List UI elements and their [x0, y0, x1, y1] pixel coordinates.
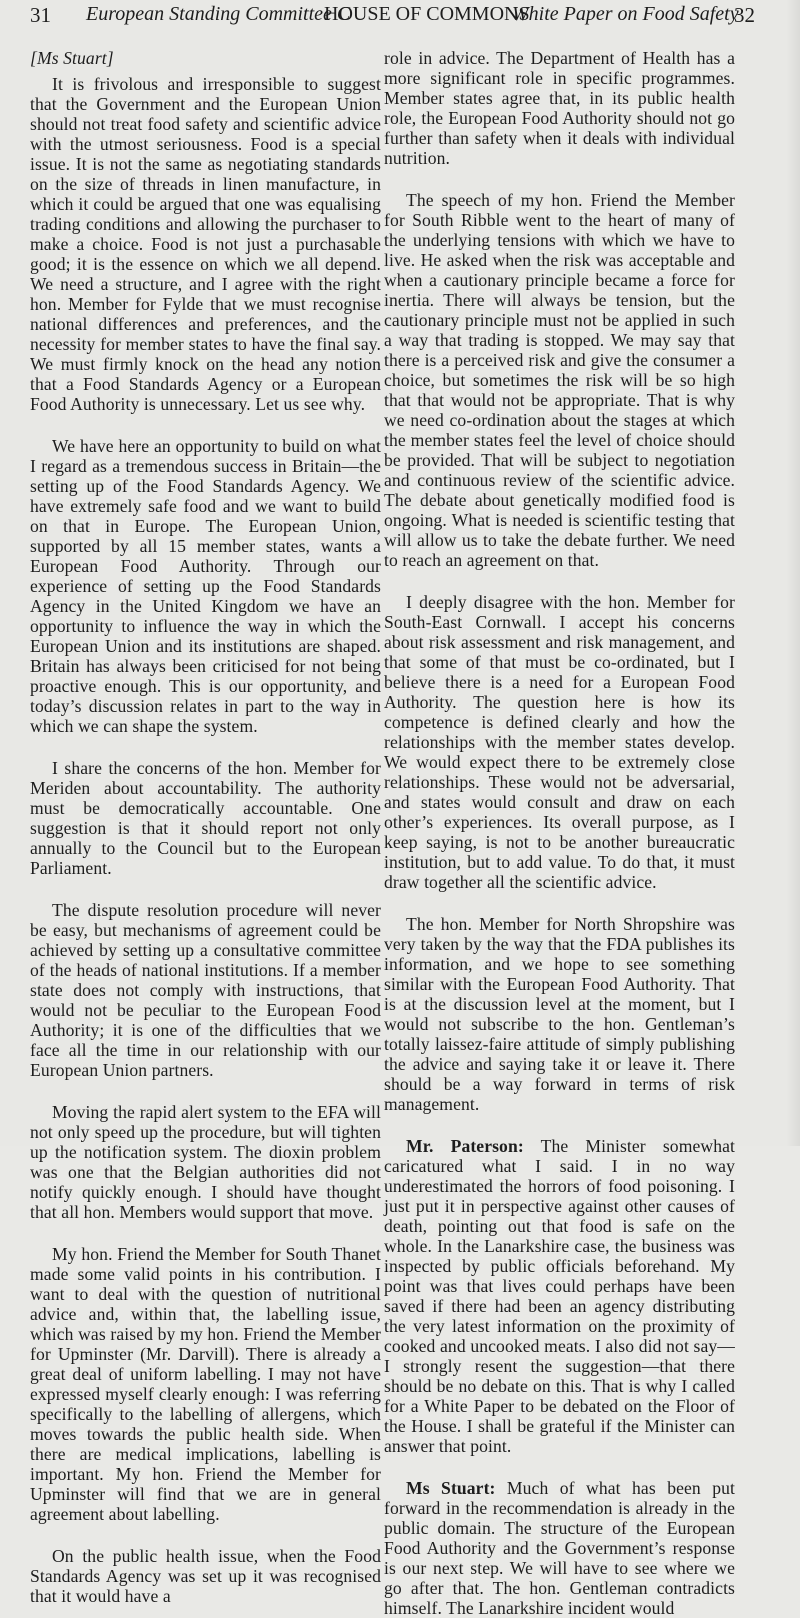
paragraph: It is frivolous and irresponsible to suggest that the Government and the European Union should not treat food safety and scientific advice with the utmost seriousness. Food is a special issue. It is not the same as negotiating standards on the size of threads in linen manufacture, in which it could be argued that one was equalising trading conditions and allowing the purchaser to make a choice. Food is not just a purchasable good; it is the essence on which we all depend. We need a structure, and I agree with the right hon. Member for Fylde that we must recognise national differences and preferences, and the necessity for member states to have the final say. We must firmly knock on the head any notion that a Food Standards Agency or a European Food Authority is unnecessary. Let us see why. — [30, 74, 381, 414]
left-page-number: 31 — [30, 3, 51, 27]
paragraph: We have here an opportunity to build on what I regard as a tremendous success in Britain—the setting up of the Food Standards Agency. We have extremely safe food and we want to build on that in Europe. The European Union, supported by all 15 member states, wants a European Food Authority. Through our experience of setting up the Food Standards Agency in the United Kingdom we have an opportunity to influence the way in which the European Union and its institutions are shaped. Britain has always been criticised for not being proactive enough. This is our opportunity, and today’s discussion relates in part to the way in which we can shape the system. — [30, 436, 381, 736]
speech-text: The Minister somewhat caricatured what I said. I in no way underestimated the horrors of food poisoning. I just put it in perspective against other causes of death, pointing out that food is safe on the whole. In the Lanarkshire case, the business was inspected by public officials beforehand. My point was that lives could perhaps have been saved if there had been an agency distributing the very latest information on the proximity of cooked and uncooked meats. I also did not say—I strongly resent the suggestion—that there should be no debate on this. That is why I called for a White Paper to be debated on the Floor of the House. I shall be grateful if the Minister can answer that point. — [384, 1136, 735, 1456]
paragraph: Moving the rapid alert system to the EFA will not only speed up the procedure, but will tighten up the notification system. The dioxin problem was one that the Belgian authorities did not notify quickly enough. I should have thought that all hon. Members would support that move. — [30, 1102, 381, 1222]
center-running-title: HOUSE OF COMMONS — [324, 3, 530, 25]
speech-text: Much of what has been put forward in the recommendation is already in the public domain. The structure of the European Food Authority and the Government’s response is our next step. We will have to see where we go after that. The hon. Gentleman contradicts himself. The Lanarkshire incident would — [384, 1478, 735, 1618]
paragraph-continuation: role in advice. The Department of Health has a more significant role in specific programmes. Member states agree that, in its public health role, the European Food Authority should not go further than safety when it deals with individual nutrition. — [384, 48, 735, 168]
paragraph: On the public health issue, when the Food Standards Agency was set up it was recognised that it would have a — [30, 1546, 381, 1606]
speaker-label: [Ms Stuart] — [30, 48, 114, 68]
paragraph: My hon. Friend the Member for South Thanet made some valid points in his contribution. I want to deal with the question of nutritional advice and, within that, the labelling issue, which was raised by my hon. Friend the Member for Upminster (Mr. Darvill). There is already a great deal of uniform labelling. I may not have expressed myself clearly enough: I was referring specifically to the labelling of allergens, which moves towards the public health side. When there are medical implications, labelling is important. My hon. Friend the Member for Upminster will find that we are in general agreement about labelling. — [30, 1244, 381, 1524]
paragraph: The speech of my hon. Friend the Member for South Ribble went to the heart of many of the underlying tensions with which we have to live. He asked when the risk was acceptable and when a cautionary principle became a force for inertia. There will always be tension, but the cautionary principle must not be applied in such a way that trading is stopped. We may say that there is a perceived risk and give the consumer a choice, but sometimes the risk will be so high that that would not be appropriate. That is why we need co-ordination about the stages at which the member states feel the level of choice should be provided. That will be subject to negotiation and continuous review of the scientific advice. The debate about genetically modified food is ongoing. What is needed is scientific testing that will allow us to take the debate further. We need to reach an agreement on that. — [384, 190, 735, 570]
page-edge-shadow — [786, 0, 800, 1146]
speech-paragraph — [384, 1136, 735, 1456]
paragraph: I share the concerns of the hon. Member for Meriden about accountability. The authority must be democratically accountable. One suggestion is that it should report not only annually to the Council but to the European Parliament. — [30, 758, 381, 878]
speaker-name: Ms Stuart: — [406, 1478, 496, 1498]
left-column — [30, 48, 381, 1606]
paragraph: The dispute resolution procedure will never be easy, but mechanisms of agreement could be achieved by setting up a consultative committee of the heads of national institutions. If a member state does not comply with instructions, that would not be peculiar to the European Food Authority; it is one of the difficulties that we face all the time in our relationship with our European Union partners. — [30, 900, 381, 1080]
right-running-title: White Paper on Food Safety — [512, 3, 739, 25]
paragraph: I deeply disagree with the hon. Member for South-East Cornwall. I accept his concerns about risk assessment and risk management, and that some of that must be co-ordinated, but I believe there is a need for a European Food Authority. The question here is how its competence is defined clearly and how the relationships with the member states develop. We would expect there to be extremely close relationships. These would not be adversarial, and states would consult and draw on each other’s experiences. Its overall purpose, as I keep saying, is not to be another bureaucratic institution, but to add value. To do that, it must draw together all the scientific advice. — [384, 592, 735, 892]
paragraph: The hon. Member for North Shropshire was very taken by the way that the FDA publishes its information, and we hope to see something similar with the European Food Authority. That is at the discussion level at the moment, but I would not subscribe to the hon. Gentleman’s totally laissez-faire attitude of simply publishing the advice and saying take it or leave it. There should be a way forward in terms of risk management. — [384, 914, 735, 1114]
speech-paragraph — [384, 1478, 735, 1618]
right-page-number: 32 — [734, 3, 755, 27]
speaker-name: Mr. Paterson: — [406, 1136, 524, 1156]
running-header — [0, 0, 800, 30]
left-running-title: European Standing Committee C — [86, 3, 351, 25]
right-column — [384, 48, 735, 1618]
